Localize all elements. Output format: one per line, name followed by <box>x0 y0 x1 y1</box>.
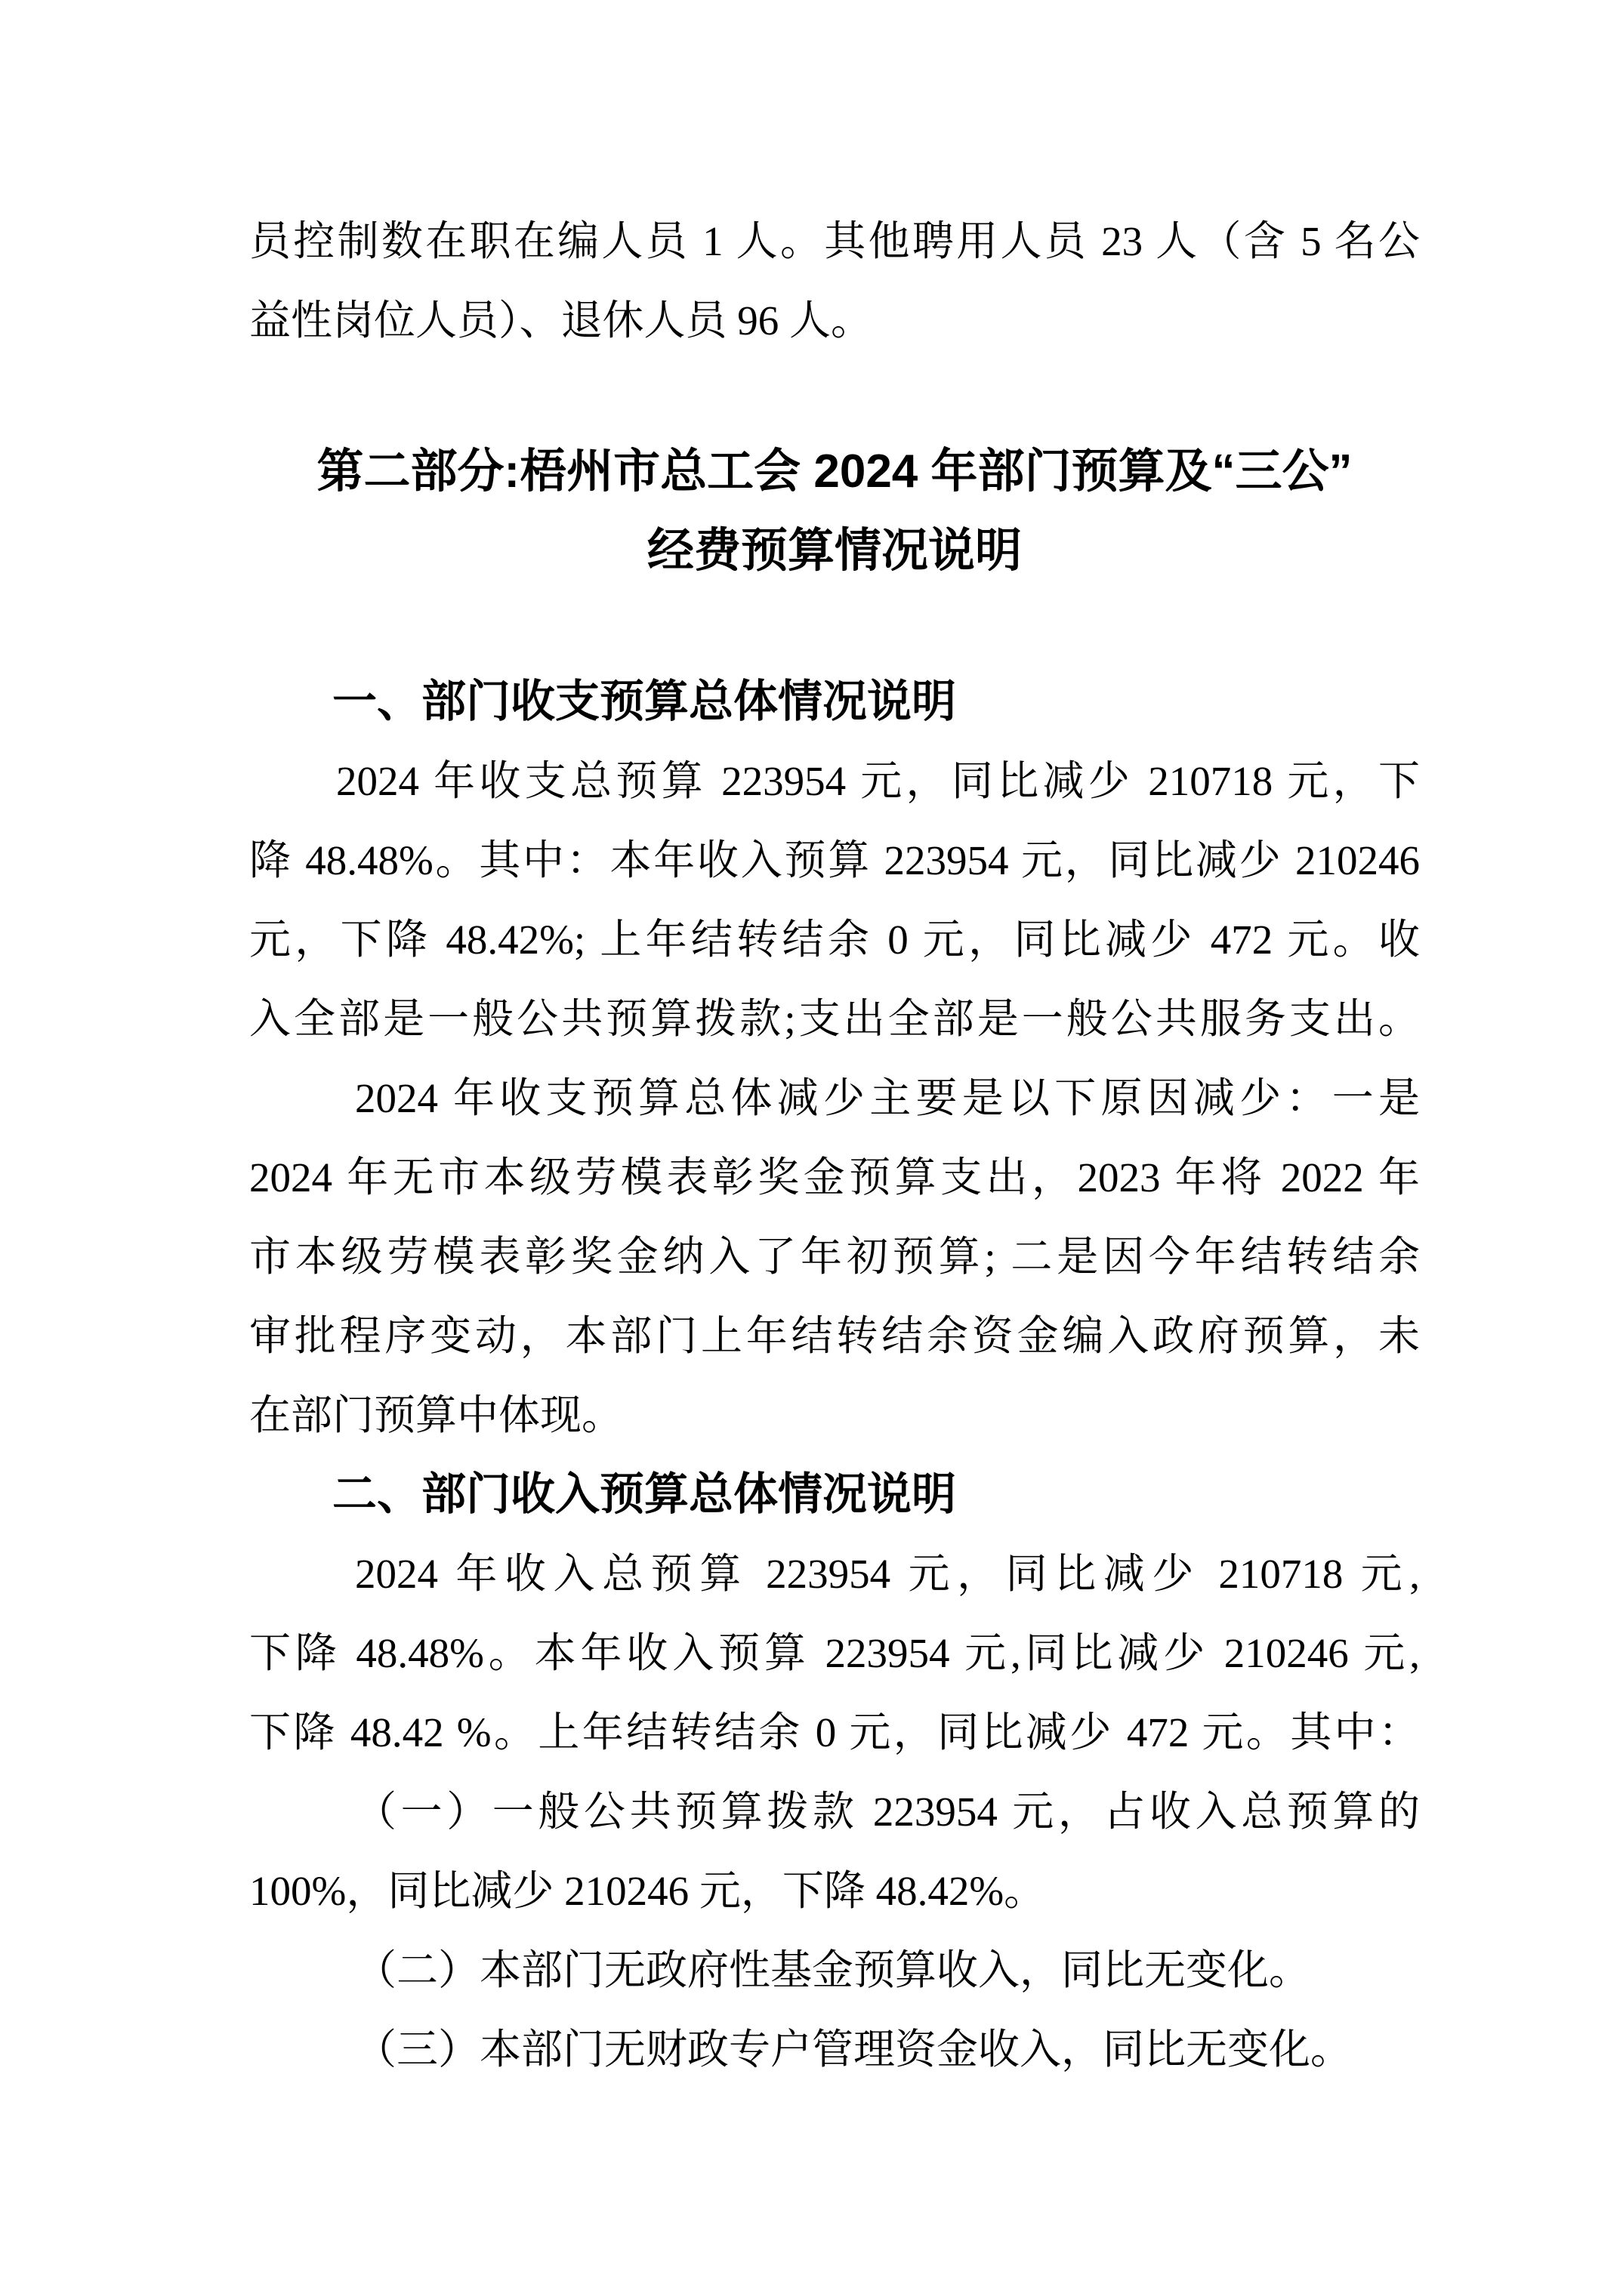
part2-heading-line-1: 第二部分:梧州市总工会 2024 年部门预算及“三公” <box>316 445 1353 498</box>
section1-para1-line-2: 降 48.48%。其中：本年收入预算 223954 元，同比减少 210246 <box>249 837 1420 883</box>
section2-para2-line-1: （一）一般公共预算拨款 223954 元，占收入总预算的 <box>355 1789 1420 1835</box>
section1-para1-line-4: 入全部是一般公共预算拨款;支出全部是一般公共服务支出。 <box>249 996 1420 1042</box>
section1-para1-line-1: 2024 年收支总预算 223954 元，同比减少 210718 元，下 <box>336 758 1420 804</box>
continued-paragraph <box>249 202 1420 360</box>
section2-para1-line-1: 2024 年收入总预算 223954 元，同比减少 210718 元, <box>355 1551 1420 1597</box>
part2-heading <box>249 432 1420 590</box>
section2-para1-line-3: 下降 48.42 %。上年结转结余 0 元，同比减少 472 元。其中： <box>249 1709 1420 1755</box>
section2-paragraph-4 <box>249 2010 1420 2089</box>
section1-heading: 一、部门收支预算总体情况说明 <box>332 676 957 726</box>
section2-heading: 二、部门收入预算总体情况说明 <box>332 1469 957 1519</box>
part2-heading-line-2: 经费预算情况说明 <box>646 525 1022 577</box>
section1-para2-line-1: 2024 年收支预算总体减少主要是以下原因减少：一是 <box>355 1075 1420 1121</box>
continued-paragraph-line-1: 员控制数在职在编人员 1 人。其他聘用人员 23 人（含 5 名公 <box>249 218 1420 264</box>
section2-para3-line-1: （二）本部门无政府性基金预算收入，同比无变化。 <box>355 1947 1311 1993</box>
section1-para2-line-3: 市本级劳模表彰奖金纳入了年初预算; 二是因今年结转结余 <box>249 1234 1420 1280</box>
section1-para2-line-4: 审批程序变动，本部门上年结转结余资金编入政府预算，未 <box>249 1313 1420 1359</box>
section1-para2-line-5: 在部门预算中体现。 <box>249 1392 624 1438</box>
section2-paragraph-3 <box>249 1931 1420 2010</box>
continued-paragraph-line-2: 益性岗位人员）、退休人员 96 人。 <box>249 297 873 344</box>
section1-paragraph-1 <box>249 741 1420 1059</box>
section2-paragraph-2 <box>249 1772 1420 1931</box>
section2-paragraph-1 <box>249 1534 1420 1772</box>
section2-para4-line-1: （三）本部门无财政专户管理资金收入，同比无变化。 <box>355 2026 1353 2073</box>
section2-para1-line-2: 下降 48.48%。本年收入预算 223954 元,同比减少 210246 元, <box>249 1630 1420 1676</box>
section2-para2-line-2: 100%，同比减少 210246 元，下降 48.42%。 <box>249 1868 1046 1914</box>
section1-para2-line-2: 2024 年无市本级劳模表彰奖金预算支出，2023 年将 2022 年 <box>249 1154 1420 1200</box>
page-content-area <box>249 202 1420 2089</box>
section1-para1-line-3: 元，下降 48.42%; 上年结转结余 0 元，同比减少 472 元。收 <box>249 917 1420 963</box>
section1-paragraph-2 <box>249 1059 1420 1455</box>
